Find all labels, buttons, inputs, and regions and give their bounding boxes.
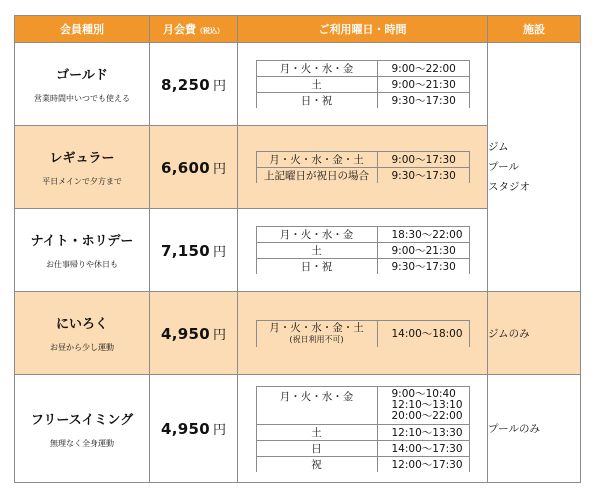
plan-name-cell xyxy=(15,292,150,375)
plan-price-cell xyxy=(150,292,238,375)
holiday-note: (祝日利用不可) xyxy=(289,334,344,344)
schedule-row xyxy=(256,93,469,109)
plan-row-free-swimming xyxy=(15,375,581,483)
plan-name-cell xyxy=(15,375,150,483)
plan-description: 平日メインで夕方まで xyxy=(42,177,122,186)
header-facility xyxy=(488,16,581,43)
membership-fee-table xyxy=(14,15,581,483)
yen-unit: 円 xyxy=(212,78,226,94)
plan-name: ナイト・ホリデー xyxy=(30,234,134,249)
schedule-time: 9:00～21:30 xyxy=(377,243,469,259)
schedule-time xyxy=(377,386,469,424)
plan-row-niiroku xyxy=(15,292,581,375)
schedule-time: 18:30～22:00 xyxy=(377,227,469,243)
schedule-row xyxy=(256,168,469,184)
facility-cell-gym-only xyxy=(488,292,581,375)
schedule-row xyxy=(256,77,469,93)
plan-schedule-cell xyxy=(238,43,488,126)
table-header-row xyxy=(15,16,581,43)
schedule-days: 月・火・水・金 xyxy=(256,386,377,424)
schedule-days-text: 月・火・水・金・土 xyxy=(269,321,364,334)
plan-description: お昼から少し運動 xyxy=(50,343,114,352)
schedule-days: 土 xyxy=(256,77,377,93)
yen-unit: 円 xyxy=(212,244,226,260)
schedule-time: 14:00～17:30 xyxy=(377,440,469,456)
plan-description: 無理なく全身運動 xyxy=(50,438,114,448)
schedule-days: 上記曜日が祝日の場合 xyxy=(256,168,377,184)
schedule-time: 9:30～17:30 xyxy=(377,168,469,184)
plan-name: にいろく xyxy=(55,317,108,332)
plan-price-cell xyxy=(150,375,238,483)
schedule-row xyxy=(256,386,469,424)
plan-price-cell xyxy=(150,126,238,209)
schedule-time: 9:00～17:30 xyxy=(377,152,469,168)
facility-cell-main xyxy=(488,43,581,292)
schedule-list xyxy=(256,60,470,108)
facility-studio: スタジオ xyxy=(488,181,530,193)
schedule-time: 12:10～13:30 xyxy=(377,424,469,440)
schedule-time-slot: 12:10～13:10 xyxy=(391,398,463,411)
facility-cell-pool-only xyxy=(488,375,581,483)
schedule-time: 9:00～21:30 xyxy=(377,77,469,93)
schedule-days: 月・火・水・金・土 xyxy=(256,152,377,168)
schedule-time: 9:30～17:30 xyxy=(377,93,469,109)
header-member-type-label: 会員種別 xyxy=(60,23,104,36)
header-schedule xyxy=(238,16,488,43)
plan-name-cell xyxy=(15,209,150,292)
schedule-list xyxy=(256,320,470,347)
schedule-time: 14:00～18:00 xyxy=(377,320,469,347)
header-member-type xyxy=(15,16,150,43)
yen-unit: 円 xyxy=(212,161,226,177)
plan-price: 6,600 xyxy=(161,158,210,177)
plan-name-cell xyxy=(15,43,150,126)
schedule-list xyxy=(256,226,470,274)
schedule-row xyxy=(256,61,469,77)
plan-name: レギュラー xyxy=(49,151,115,166)
facility-gym: ジム xyxy=(488,141,509,153)
schedule-days: 日 xyxy=(256,440,377,456)
plan-price-cell xyxy=(150,43,238,126)
facility-pool-only: プールのみ xyxy=(488,423,540,435)
schedule-days: 土 xyxy=(256,424,377,440)
schedule-days: 日・祝 xyxy=(256,93,377,109)
schedule-days: 祝 xyxy=(256,456,377,472)
schedule-time: 9:00～22:00 xyxy=(377,61,469,77)
header-schedule-label: ご利用曜日・時間 xyxy=(318,23,407,36)
schedule-days: 月・火・水・金 xyxy=(256,227,377,243)
plan-price-cell xyxy=(150,209,238,292)
schedule-row xyxy=(256,152,469,168)
schedule-row xyxy=(256,424,469,440)
yen-unit: 円 xyxy=(212,423,226,438)
plan-price: 4,950 xyxy=(161,324,210,343)
plan-schedule-cell xyxy=(238,292,488,375)
plan-description: お仕事帰りや休日も xyxy=(46,260,118,269)
facility-pool: プール xyxy=(488,161,519,173)
header-fee-tax-note: （税込） xyxy=(196,27,224,35)
schedule-days: 月・火・水・金 xyxy=(256,61,377,77)
schedule-row xyxy=(256,440,469,456)
schedule-row xyxy=(256,320,469,347)
header-facility-label: 施設 xyxy=(523,23,545,36)
plan-name: フリースイミング xyxy=(30,412,134,428)
schedule-row xyxy=(256,259,469,275)
plan-price: 4,950 xyxy=(161,420,210,438)
plan-price: 8,250 xyxy=(161,75,210,94)
plan-row-gold xyxy=(15,43,581,126)
header-fee-label: 月会費 xyxy=(163,23,196,36)
schedule-days: 日・祝 xyxy=(256,259,377,275)
schedule-row xyxy=(256,243,469,259)
schedule-time: 12:00～17:30 xyxy=(377,456,469,472)
plan-name: ゴールド xyxy=(56,68,108,83)
schedule-list xyxy=(256,386,470,472)
plan-price: 7,150 xyxy=(161,241,210,260)
facility-gym-only: ジムのみ xyxy=(488,327,530,340)
schedule-row xyxy=(256,227,469,243)
schedule-time-slot: 20:00～22:00 xyxy=(391,409,463,422)
schedule-time-slot: 9:00～10:40 xyxy=(391,387,456,400)
schedule-list xyxy=(256,151,470,183)
schedule-time: 9:30～17:30 xyxy=(377,259,469,275)
plan-description: 営業時間中いつでも使える xyxy=(34,94,130,103)
schedule-days xyxy=(256,320,377,347)
plan-schedule-cell xyxy=(238,375,488,483)
schedule-days: 土 xyxy=(256,243,377,259)
plan-name-cell xyxy=(15,126,150,209)
yen-unit: 円 xyxy=(212,327,226,343)
plan-schedule-cell xyxy=(238,126,488,209)
header-monthly-fee xyxy=(150,16,238,43)
plan-schedule-cell xyxy=(238,209,488,292)
schedule-row xyxy=(256,456,469,472)
